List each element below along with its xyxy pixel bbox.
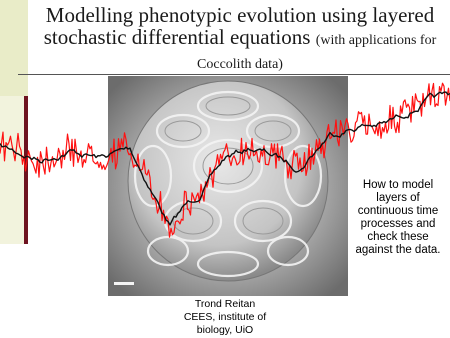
title-main: Modelling phenotypic evolution using layered stochastic differential equations	[43, 3, 435, 49]
author-block	[150, 298, 300, 337]
title-divider	[18, 74, 450, 75]
side-description: How to model layers of continuous time processes and check these against the data.	[355, 179, 441, 256]
author-affiliation-2: biology, UiO	[196, 324, 254, 336]
author-name: Trond Reitan	[194, 298, 256, 310]
title-subtitle: (with applications for Coccolith data)	[197, 33, 437, 72]
author-affiliation: CEES, institute of	[183, 311, 267, 323]
slide-title	[34, 4, 446, 74]
